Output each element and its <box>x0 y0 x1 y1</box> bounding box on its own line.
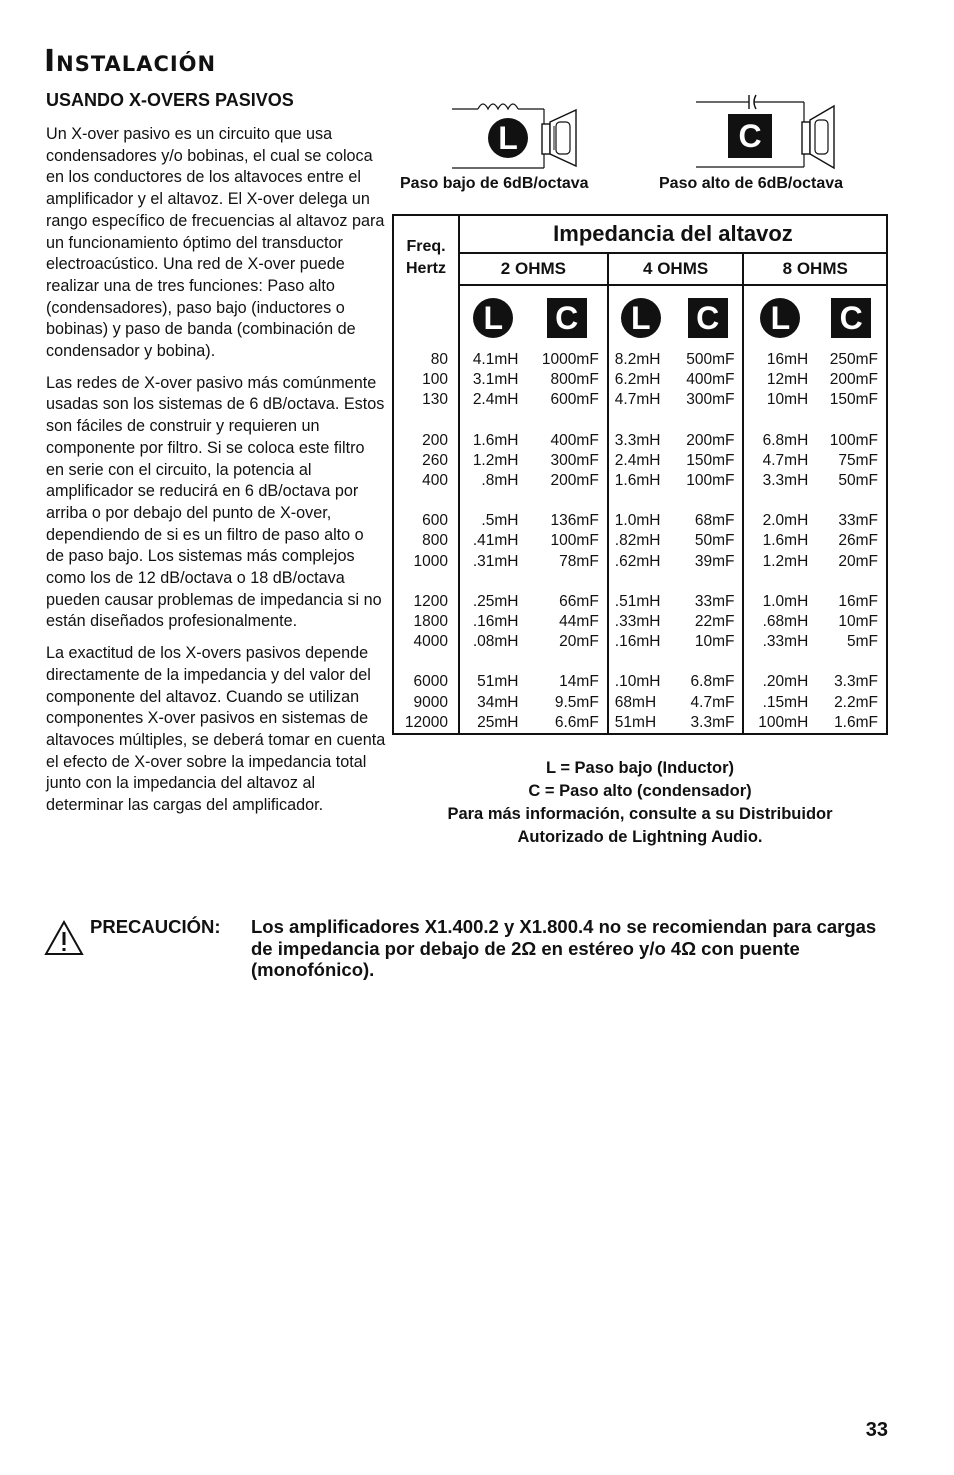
freq-cell: 1200 1800 4000 <box>393 592 459 673</box>
inductor-badge: L <box>621 298 661 338</box>
value-cell: 200mF 150mF 100mF <box>686 431 735 490</box>
paragraph: Un X-over pasivo es un circuito que usa condensadores y/o bobinas, el cual se coloca en los conductores de los altavoces entre el amplificador y el altavoz. El X-over delega un rango específico de frecuencias al altavoz para un funcionamiento óptimo del transductor electroacústico. Una red de X-over puede realizar una de tres funciones: Paso alto (condensadores), paso bajo (inductores o bobinas) y paso de banda (combinación de condensador y bobina). <box>46 125 385 361</box>
value-cell: 51mH 34mH 25mH <box>477 673 519 731</box>
value-cell: .10mH 68mH 51mH <box>608 672 673 734</box>
paragraph: La exactitud de los X-overs pasivos depende directamente de la impedancia y del valor del componente del altavoz. Cuando se utilizan componentes X-over pasivos en sistemas de altavoces múltiples, se deberá tomar en cuenta el efecto de X-over sobre la impedancia total junto con la impedancia del altavoz al determinar las cargas del amplificador. <box>46 644 386 815</box>
c-badge: C <box>728 114 772 158</box>
inductor-badge: L <box>473 298 513 338</box>
freq-cell: 200 260 400 <box>393 431 459 512</box>
capacitor-speaker-icon <box>694 92 864 172</box>
value-cell: 3.3mF 2.2mF 1.6mF <box>834 673 878 731</box>
value-cell: 136mF 100mF 78mF <box>550 512 599 570</box>
impedance-header: Impedancia del altavoz <box>459 215 887 253</box>
paragraph: Las redes de X-over pasivo más comúnmente usadas son los sistemas de 6 dB/octava. Estos son fáciles de construir y requieren un componente por filtro. Si se coloca este filtro en serie con el circuito, la potencia al amplificador se reducirá en 6 dB/octava por arriba o por debajo del punto de X-over, dependiendo de si es un filtro de paso alto o de paso bajo. Los sistemas más complejos como los de 12 dB/octava o 18 dB/octava pueden causar problemas de impedancia si no están diseñados profesionalmente. <box>46 373 385 631</box>
l-badge: L <box>488 118 528 158</box>
value-cell: 1.0mH .82mH .62mH <box>608 511 673 592</box>
table-row <box>393 350 887 431</box>
caution-text: Los amplificadores X1.400.2 y X1.800.4 no se recomiendan para cargas de impedancia por debajo de 2Ω en estéreo y/o 4Ω con puente (monofónico). <box>251 916 877 980</box>
warning-triangle-icon <box>44 920 84 956</box>
value-cell: 14mF 9.5mF 6.6mF <box>554 673 599 731</box>
table-row <box>393 431 887 512</box>
value-cell: 16mF 10mF 5mF <box>838 592 878 651</box>
table-row <box>393 511 887 592</box>
high-pass-caption: Paso alto de 6dB/octava <box>659 175 844 192</box>
ohm-header: 4 OHMS <box>608 253 744 285</box>
ohm-header: 2 OHMS <box>459 253 608 285</box>
capacitor-badge: C <box>547 298 587 338</box>
table-row <box>393 672 887 734</box>
freq-cell: 80 100 130 <box>393 350 459 431</box>
value-cell: 6.8mH 4.7mH 3.3mH <box>743 431 816 512</box>
freq-cell: 600 800 1000 <box>393 511 459 592</box>
value-cell: 66mF 44mF 20mF <box>559 592 599 651</box>
low-pass-diagram <box>450 92 580 172</box>
value-cell: .25mH .16mH .08mH <box>472 592 519 651</box>
body-text <box>46 124 386 827</box>
value-cell: 1.6mH 1.2mH .8mH <box>472 431 519 490</box>
ohm-header: 8 OHMS <box>743 253 887 285</box>
value-cell: 500mF 400mF 300mF <box>686 351 735 409</box>
value-cell: 68mF 50mF 39mF <box>694 512 735 570</box>
value-cell: 16mH 12mH 10mH <box>743 350 816 431</box>
section-subtitle: USANDO X-OVERS PASIVOS <box>46 90 294 110</box>
value-cell: 400mF 300mF 200mF <box>550 431 599 490</box>
low-pass-caption: Paso bajo de 6dB/octava <box>400 175 589 192</box>
value-cell: .20mH .15mH 100mH <box>743 672 816 734</box>
page-number: 33 <box>865 1419 888 1441</box>
page-title: Instalación <box>44 44 217 79</box>
value-cell: 1.0mH .68mH .33mH <box>743 592 816 673</box>
legend: L = Paso bajo (Inductor) C = Paso alto (condensador) Para más información, consulte a su Distribuidor Autorizado de Lightning Audio. <box>447 759 833 846</box>
value-cell: 1000mF 800mF 600mF <box>541 351 599 409</box>
value-cell: .5mH .41mH .31mH <box>472 512 519 570</box>
capacitor-badge: C <box>831 298 871 338</box>
value-cell: 33mF 26mF 20mF <box>838 512 878 570</box>
value-cell: 100mF 75mF 50mF <box>829 431 878 490</box>
table-row <box>393 592 887 673</box>
value-cell: 6.8mF 4.7mF 3.3mF <box>690 673 735 731</box>
value-cell: 4.1mH 3.1mH 2.4mH <box>472 351 519 409</box>
inductor-badge: L <box>760 298 800 338</box>
freq-header: Freq. Hertz <box>393 215 459 350</box>
value-cell: 3.3mH 2.4mH 1.6mH <box>608 431 673 512</box>
value-cell: .51mH .33mH .16mH <box>608 592 673 673</box>
value-cell: 250mF 200mF 150mF <box>829 351 878 409</box>
crossover-table <box>392 214 888 735</box>
caution-label: PRECAUCIÓN: <box>90 916 221 937</box>
value-cell: 2.0mH 1.6mH 1.2mH <box>743 511 816 592</box>
value-cell: 8.2mH 6.2mH 4.7mH <box>608 350 673 431</box>
value-cell: 33mF 22mF 10mF <box>694 592 735 651</box>
capacitor-badge: C <box>688 298 728 338</box>
freq-cell: 6000 9000 12000 <box>393 672 459 734</box>
high-pass-diagram <box>694 92 864 172</box>
